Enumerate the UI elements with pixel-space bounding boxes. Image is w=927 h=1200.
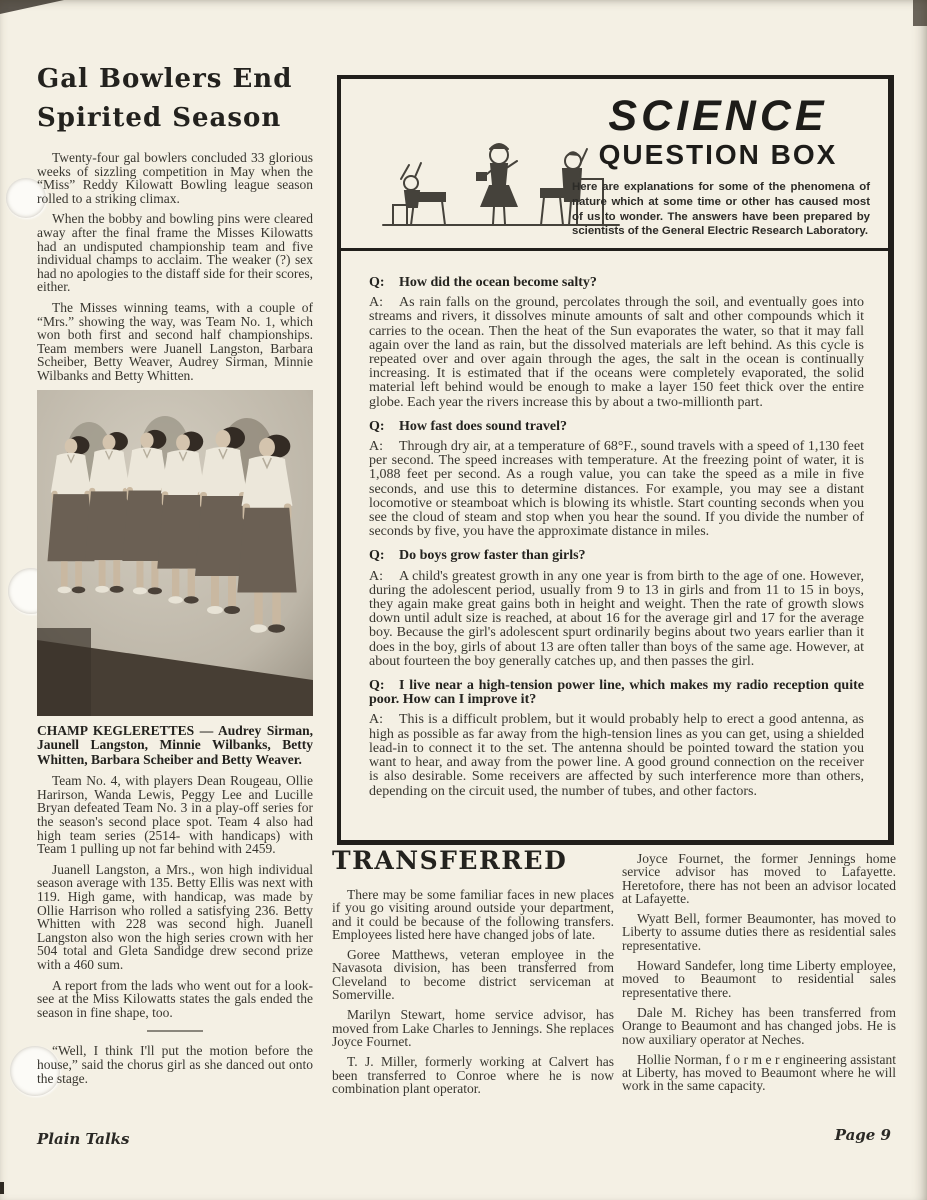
article-paragraph: Juanell Langston, a Mrs., won high individual season average with 135. Betty Ellis was next with 119. High game, with handicap, was made by Ollie Harrison who rolled a satisfying 236. Betty Whitten with 228 was second high. Juanell Langston also won the high series crown with her 504 total and Gleta Sandidge drew second prize with a 460 sum. — [37, 861, 313, 972]
scan-artifact-top-left — [0, 0, 64, 14]
science-box-header — [341, 79, 888, 251]
question-text: I live near a high-tension power line, which makes my radio reception quite poor. How can I improve it? — [369, 678, 864, 708]
question-text: How did the ocean become salty? — [399, 275, 597, 290]
answer — [369, 570, 864, 669]
science-title: SCIENCE — [608, 92, 828, 140]
a-label: A: — [369, 295, 383, 311]
article-paragraph: Team No. 4, with players Dean Rougeau, Ollie Harirson, Wanda Lewis, Peggy Lee and Lucille Bryan defeated Team No. 3 in a play-off series for the season's second place spot. Team 4 also had high team series (2514- with handicaps) with Team 1 pulling up not far behind with 2459. — [37, 773, 313, 857]
q-label: Q: — [369, 418, 385, 434]
photo-caption: CHAMP KEGLERETTES — Audrey Sirman, Jaunell Langston, Minnie Wilbanks, Betty Whitten, Barbara Scheiber and Betty Weaver. — [37, 722, 313, 767]
left-article-column — [37, 60, 313, 1092]
transferred-paragraph: Wyatt Bell, former Beaumonter, has moved to Liberty to assume duties there as residential sales representative. — [622, 911, 896, 953]
section-divider-rule — [147, 1030, 203, 1032]
transferred-paragraph: Dale M. Richey has been transferred from Orange to Beaumont and has changed jobs. He is now auxiliary operator at Neches. — [622, 1004, 896, 1047]
article-paragraph: When the bobby and bowling pins were cleared away after the final frame the Misses Kilowatts had an undisputed championship team and five individual champs to acclaim. The weaker (?) sex had no apologies to the distaff side for their scores, either. — [37, 211, 313, 295]
transferred-paragraph: Joyce Fournet, the former Jennings home service advisor has moved to Lafayette. Heretofore, there has not been an advisor located at Lafayette. — [622, 851, 896, 906]
answer — [369, 713, 864, 798]
answer-text: Through dry air, at a temperature of 68°F., sound travels with a speed of 1,130 feet per second. The speed increases with temperature. At the freezing point of water, it is 1,088 feet per second. As a rough value, you can take the speed as a mile in five seconds, and use this to determine distances. For example, you may see a distant locomotive or steamboat which is blowing its whistle. Start counting seconds when you see the cloud of steam and stop when you hear the sound. If you divide the number of seconds by five, you have the approximate distance in miles. — [369, 439, 864, 540]
answer-text: This is a difficult problem, but it would probably help to erect a good antenna, as high as possible as far away from the high-tension lines as you can get, using a shielded lead-in to connect it to the set. The antenna should be pointed toward the station you want to hear, and away from the power line. A good ground connection on the receiver is also desirable. Some receivers are affected by such interference more than others, depending on the circuit used, the number of tubes, and other factors. — [369, 712, 864, 799]
q-label: Q: — [369, 678, 385, 694]
question — [369, 549, 864, 563]
transferred-paragraph: Hollie Norman, f o r m e r engineering assistant at Liberty, has moved to Beaumont where he will work in the same capacity. — [622, 1051, 896, 1094]
transferred-paragraph: Goree Matthews, veteran employee in the Navasota division, has been transferred from Cleveland to become district serviceman at Somerville. — [332, 947, 614, 1003]
article-title-line2: Spirited Season — [37, 103, 282, 133]
science-box-intro: Here are explanations for some of the phenomena of nature which at some time or other has caused most of us to wonder. The answers have been prepared by scientists of the General Electric Research Laboratory. — [572, 181, 870, 238]
transferred-title: TRANSFERRED — [332, 846, 568, 875]
question — [369, 420, 864, 434]
question-text: Do boys grow faster than girls? — [399, 548, 586, 564]
a-label: A: — [369, 712, 383, 728]
answer-text: As rain falls on the ground, percolates through the soil, and eventually goes into streams and rivers, it dissolves minute amounts of salt and other compounds which it carries to the ocean. Then the heat of the Sun evaporates the water, so that it may fall again over the land as rain, but the dissolved materials are left behind. As this cycle is repeated over and over again through the ages, the salt in the ocean is continually increasing. It is estimated that if the oceans were completely evaporated, the solid material left behind would be enough to make a layer 150 feet thick over the entire globe. Each year the rivers increase this by about a two-millionth part. — [369, 295, 864, 410]
scan-artifact-bottom-left — [0, 1182, 4, 1194]
transferred-paragraph: Marilyn Stewart, home service advisor, has moved from Lake Charles to Jennings. She replaces Joyce Fournet. — [332, 1007, 614, 1049]
question — [369, 679, 864, 707]
article-title-line1: Gal Bowlers End — [37, 64, 293, 94]
q-label: Q: — [369, 548, 385, 564]
closing-quote: “Well, I think I'll put the motion before the house,” said the chorus girl as she danced out onto the stage. — [37, 1043, 313, 1086]
qa-area — [341, 251, 888, 799]
article-title — [37, 60, 313, 138]
transferred-column-1 — [332, 846, 614, 1102]
question-box-title: QUESTION BOX — [598, 139, 838, 170]
article-paragraph: Twenty-four gal bowlers concluded 33 glorious weeks of sizzling competition in May when the “Miss” Reddy Kilowatt Bowling league season rolled to a striking climax. — [37, 150, 313, 206]
answer — [369, 296, 864, 410]
team-photo-illustration — [37, 390, 313, 716]
article-paragraph: The Misses winning teams, with a couple of “Mrs.” showing the way, was Team No. 1, which won both first and second half championships. Team members were Juanell Langston, Barbara Scheiber, Betty Weaver, Audrey Sirman, Minnie Wilbanks and Betty Whitten. — [37, 299, 313, 383]
scan-artifact-top-right — [913, 0, 927, 26]
transferred-paragraph: T. J. Miller, formerly working at Calvert has been transferred to Conroe where he is now combination plant operator. — [332, 1054, 614, 1096]
transferred-column-2 — [622, 852, 896, 1100]
footer-publication-name: Plain Talks — [37, 1130, 130, 1148]
team-photo — [37, 390, 313, 716]
a-label: A: — [369, 439, 383, 455]
science-box-title-block — [562, 93, 874, 239]
qa-item — [369, 420, 864, 540]
footer-page-number: Page 9 — [834, 1126, 891, 1144]
q-label: Q: — [369, 275, 385, 290]
answer-text: A child's greatest growth in any one year is from birth to the age of one. However, during the adolescent period, usually from 9 to 13 in girls and from 11 to 15 in boys, they again make great gains both in height and weight. Then the rate of growth slows down until adult size is reached, at about 16 for the average girl and 17 for the average boy. Because the girl's adolescent spurt ordinarily begins about two years earlier than it does in the boy, girls of about 13 are often taller than boys of the same age. However, at about fourteen the boy generally catches up, and then passes the girl. — [369, 568, 864, 669]
transferred-paragraph: Howard Sandefer, long time Liberty employee, moved to Beaumont to residential sales representative there. — [622, 958, 896, 1000]
article-paragraph: A report from the lads who went out for a look-see at the Miss Kilowatts states the gals ended the season in fine shape, too. — [37, 977, 313, 1020]
transferred-paragraph: There may be some familiar faces in new places if you go visiting around outside your department, and it could be because of the following transfers. Employees listed here have changed jobs of late. — [332, 887, 614, 942]
qa-item — [369, 276, 864, 410]
a-label: A: — [369, 568, 383, 584]
science-question-box — [337, 75, 894, 845]
qa-item — [369, 679, 864, 799]
qa-item — [369, 549, 864, 669]
answer — [369, 440, 864, 539]
question-text: How fast does sound travel? — [399, 418, 568, 434]
question — [369, 276, 864, 290]
